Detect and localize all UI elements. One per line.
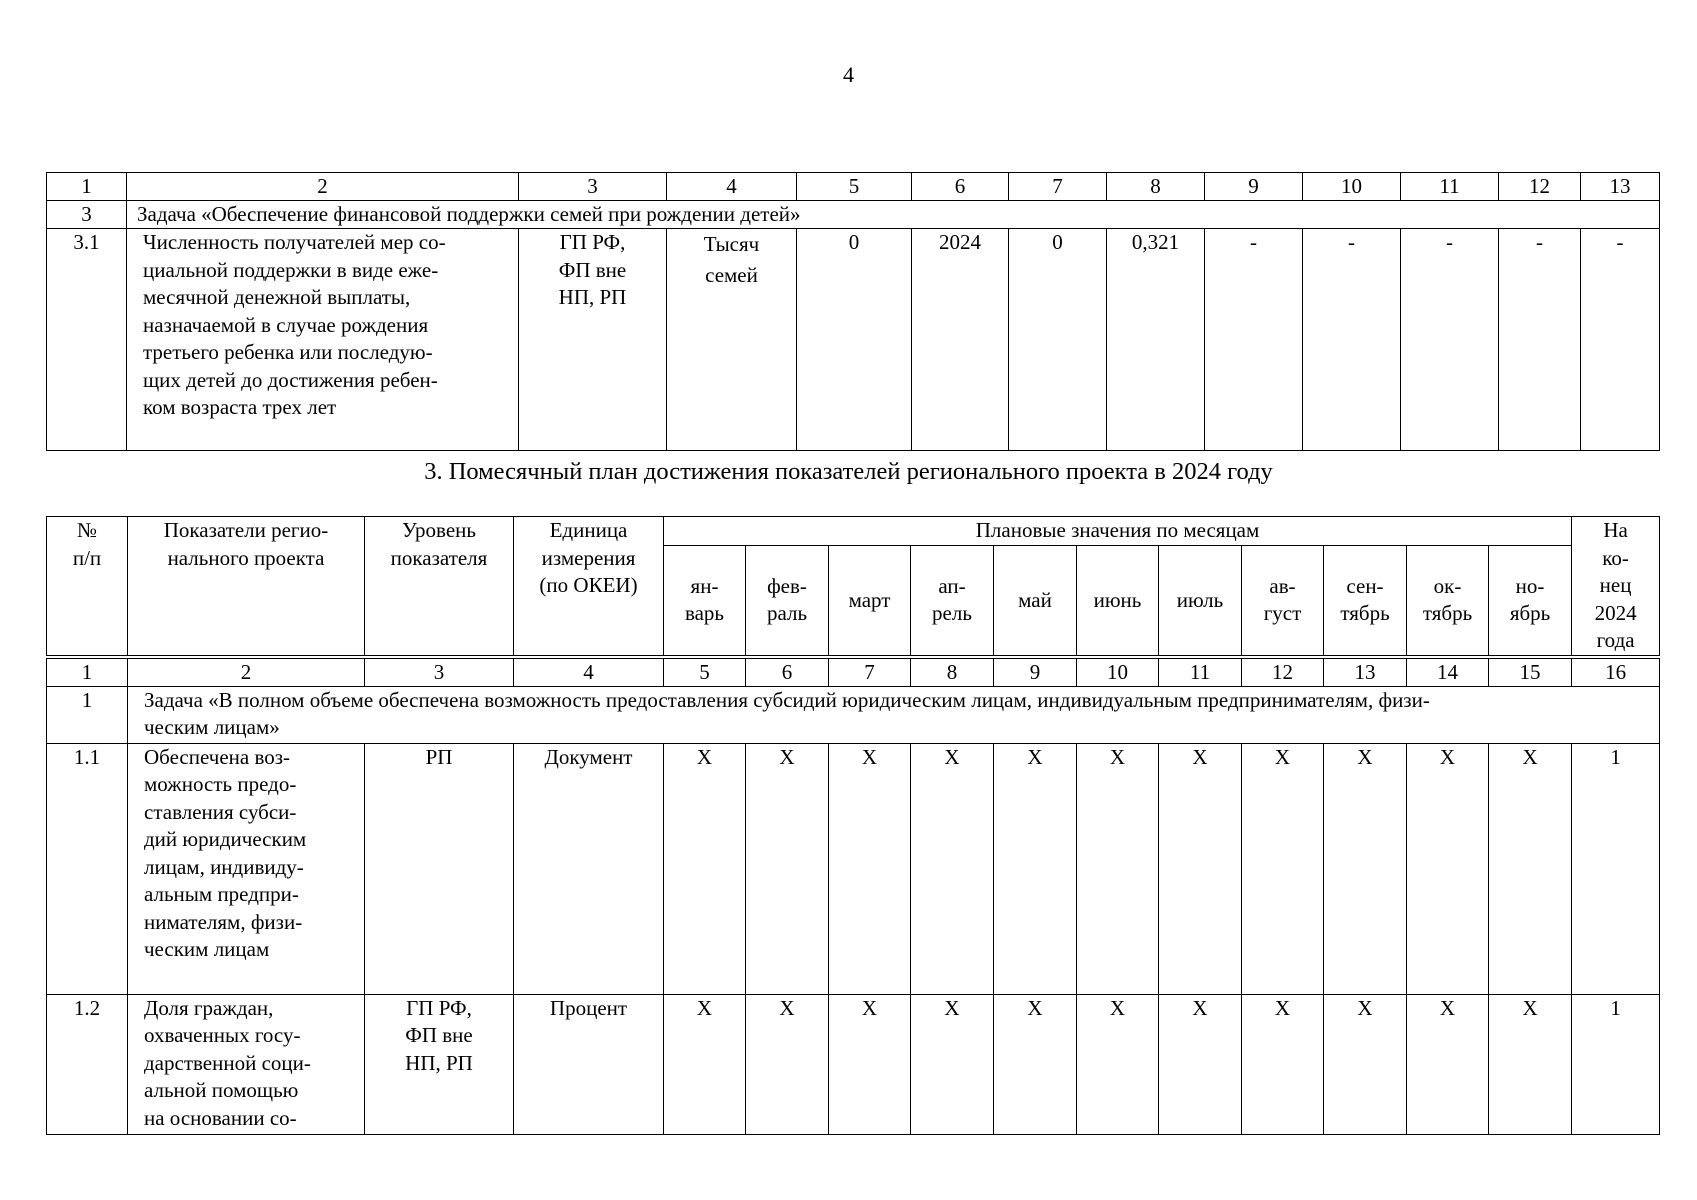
- table-row: [47, 743, 1660, 994]
- col-number: 12: [1242, 657, 1324, 687]
- text-line: май: [1018, 587, 1052, 612]
- text-line: Численность получателей мер со-: [143, 230, 446, 254]
- indicator-level: [365, 994, 514, 1134]
- text-line: нимателям, физи-: [144, 909, 303, 934]
- text-line: Доля граждан,: [144, 995, 274, 1020]
- text-line: (по ОКЕИ): [539, 573, 638, 597]
- text-line: ко-: [1602, 545, 1629, 570]
- text-line: ябрь: [1509, 601, 1551, 626]
- text-line: март: [848, 587, 891, 612]
- text-line: ян-: [690, 573, 719, 598]
- month-value: X: [829, 743, 911, 994]
- month-value: X: [911, 994, 994, 1134]
- task-title: Задача «Обеспечение финансовой поддержки семей при рождении детей»: [127, 201, 1660, 229]
- text-line: На: [1603, 518, 1628, 542]
- unit: Процент: [514, 994, 664, 1134]
- col-number: 6: [746, 657, 829, 687]
- text-line: дий юридическим: [144, 827, 307, 851]
- col-number: 5: [797, 173, 912, 201]
- col-number: 13: [1581, 173, 1660, 201]
- col-number: 10: [1077, 657, 1159, 687]
- month-value: X: [1324, 994, 1407, 1134]
- col-number: 2: [127, 173, 519, 201]
- text-line: циальной поддержки в виде еже-: [143, 257, 439, 282]
- text-line: ческим лицам»: [144, 715, 280, 739]
- month-header: [911, 546, 994, 657]
- month-value: X: [994, 743, 1077, 994]
- text-line: года: [1596, 628, 1635, 652]
- indicator-name: [127, 229, 519, 451]
- text-line: на основании со-: [144, 1105, 297, 1130]
- col-number: 10: [1303, 173, 1401, 201]
- end-of-year-value: 1: [1572, 994, 1660, 1134]
- col-number: 8: [1107, 173, 1205, 201]
- col-number: 12: [1499, 173, 1581, 201]
- month-header: [1159, 546, 1242, 657]
- header-planned-values: Плановые значения по месяцам: [664, 517, 1572, 546]
- text-line: июнь: [1093, 587, 1142, 612]
- indicator-name: [128, 743, 365, 994]
- month-header: [994, 546, 1077, 657]
- month-value: X: [994, 994, 1077, 1134]
- month-value: X: [1159, 994, 1242, 1134]
- month-value: X: [746, 994, 829, 1134]
- text-line: Тысяч: [703, 232, 760, 256]
- month-value: X: [1407, 743, 1489, 994]
- text-line: лицам, индивиду-: [144, 854, 304, 879]
- text-line: показателя: [390, 545, 488, 570]
- text-line: можность предо-: [144, 772, 297, 796]
- row-number: 1.2: [47, 994, 128, 1134]
- month-value: X: [1489, 743, 1572, 994]
- header-level: [365, 517, 514, 657]
- text-line: нец: [1599, 573, 1632, 597]
- value-cell: -: [1581, 229, 1660, 451]
- month-header: [664, 546, 746, 657]
- task-number: 1: [47, 686, 128, 743]
- task-number: 3: [47, 201, 127, 229]
- table-row: [47, 994, 1660, 1134]
- text-line: альной помощью: [144, 1078, 299, 1102]
- text-line: месячной денежной выплаты,: [143, 285, 411, 309]
- page-number: 4: [843, 62, 854, 87]
- indicator-name: [128, 994, 365, 1134]
- col-number: 9: [994, 657, 1077, 687]
- text-line: №: [76, 518, 98, 542]
- header-indicator: [128, 517, 365, 657]
- text-line: НП, РП: [558, 285, 627, 309]
- text-line: третьего ребенка или последую-: [143, 340, 433, 364]
- col-number: 4: [667, 173, 797, 201]
- monthly-plan-table: [46, 516, 1660, 1135]
- text-line: рель: [932, 601, 972, 626]
- base-value: 0: [797, 229, 912, 451]
- month-value: X: [1407, 994, 1489, 1134]
- month-header: [1324, 546, 1407, 657]
- header-number: [47, 517, 128, 657]
- value-cell: -: [1499, 229, 1581, 451]
- text-line: ГП РФ,: [406, 995, 472, 1020]
- month-value: X: [829, 994, 911, 1134]
- text-line: ФП вне: [558, 257, 627, 282]
- col-number: 3: [519, 173, 667, 201]
- month-value: X: [1324, 743, 1407, 994]
- month-header: [1077, 546, 1159, 657]
- indicator-level: [519, 229, 667, 451]
- value-cell: 0,321: [1107, 229, 1205, 451]
- task-row: [47, 201, 1660, 229]
- text-line: июль: [1176, 587, 1224, 612]
- table-row: [47, 229, 1660, 451]
- task-title: [128, 686, 1660, 743]
- text-line: ФП вне: [405, 1023, 473, 1047]
- column-number-row: [47, 657, 1660, 687]
- month-value: X: [1159, 743, 1242, 994]
- col-number: 16: [1572, 657, 1660, 687]
- column-number-row: [47, 173, 1660, 201]
- col-number: 6: [912, 173, 1009, 201]
- text-line: измерения: [541, 545, 636, 570]
- col-number: 14: [1407, 657, 1489, 687]
- text-line: охваченных госу-: [144, 1023, 301, 1047]
- text-line: ав-: [1269, 573, 1296, 598]
- header-row: [47, 517, 1660, 546]
- text-line: тябрь: [1340, 601, 1390, 626]
- text-line: п/п: [72, 545, 102, 570]
- col-number: 2: [128, 657, 365, 687]
- header-end-of-year: [1572, 517, 1660, 657]
- month-header: [1242, 546, 1324, 657]
- col-number: 11: [1159, 657, 1242, 687]
- month-value: X: [1077, 994, 1159, 1134]
- text-line: дарственной соци-: [144, 1050, 311, 1075]
- value-cell: 0: [1009, 229, 1107, 451]
- text-line: НП, РП: [405, 1050, 473, 1075]
- text-line: Показатели регио-: [163, 518, 329, 542]
- col-number: 1: [47, 657, 128, 687]
- text-line: фев-: [767, 573, 807, 598]
- text-line: ческим лицам: [144, 937, 270, 961]
- month-value: X: [1489, 994, 1572, 1134]
- text-line: назначаемой в случае рождения: [143, 312, 429, 337]
- text-line: сен-: [1346, 573, 1384, 598]
- text-line: ок-: [1433, 573, 1462, 598]
- unit: [667, 229, 797, 451]
- text-line: щих детей до достижения ребен-: [143, 367, 438, 392]
- month-value: X: [1077, 743, 1159, 994]
- col-number: 13: [1324, 657, 1407, 687]
- month-value: X: [911, 743, 994, 994]
- section-title: 3. Помесячный план достижения показателей регионального проекта в 2024 году: [424, 458, 1273, 485]
- text-line: РП: [425, 744, 453, 769]
- col-number: 9: [1205, 173, 1303, 201]
- text-line: Обеспечена воз-: [144, 744, 291, 769]
- month-value: X: [664, 743, 746, 994]
- col-number: 15: [1489, 657, 1572, 687]
- month-header: [746, 546, 829, 657]
- row-number: 1.1: [47, 743, 128, 994]
- text-line: Уровень: [402, 518, 476, 542]
- text-line: раль: [766, 601, 808, 626]
- col-number: 7: [829, 657, 911, 687]
- text-line: 2024: [1594, 600, 1637, 625]
- row-number: 3.1: [47, 229, 127, 451]
- month-value: X: [746, 743, 829, 994]
- task-row: [47, 686, 1660, 743]
- text-line: тябрь: [1422, 601, 1473, 626]
- unit: Документ: [514, 743, 664, 994]
- month-header: [1407, 546, 1489, 657]
- text-line: ставления субси-: [144, 799, 297, 824]
- value-cell: -: [1401, 229, 1499, 451]
- month-header: [1489, 546, 1572, 657]
- text-line: варь: [684, 601, 725, 626]
- text-line: ком возраста трех лет: [143, 395, 337, 419]
- header-unit: [514, 517, 664, 657]
- base-year: 2024: [912, 229, 1009, 451]
- col-number: 1: [47, 173, 127, 201]
- text-line: ГП РФ,: [559, 230, 626, 254]
- month-header: [829, 546, 911, 657]
- col-number: 5: [664, 657, 746, 687]
- indicator-level: [365, 743, 514, 994]
- text-line: семей: [705, 263, 758, 287]
- month-value: X: [1242, 994, 1324, 1134]
- text-line: густ: [1263, 601, 1302, 626]
- value-cell: -: [1205, 229, 1303, 451]
- indicators-table: [46, 172, 1660, 451]
- value-cell: -: [1303, 229, 1401, 451]
- col-number: 7: [1009, 173, 1107, 201]
- text-line: но-: [1515, 573, 1545, 598]
- text-line: Задача «В полном объеме обеспечена возможность предоставления субсидий юридическим лицам, индивидуальным предпринимателям, физи-: [144, 687, 1430, 712]
- col-number: 3: [365, 657, 514, 687]
- text-line: Единица: [549, 518, 628, 542]
- month-value: X: [1242, 743, 1324, 994]
- col-number: 8: [911, 657, 994, 687]
- col-number: 4: [514, 657, 664, 687]
- month-value: X: [664, 994, 746, 1134]
- col-number: 11: [1401, 173, 1499, 201]
- end-of-year-value: 1: [1572, 743, 1660, 994]
- text-line: ап-: [938, 573, 966, 598]
- text-line: нального проекта: [167, 545, 325, 570]
- text-line: альным предпри-: [144, 882, 299, 906]
